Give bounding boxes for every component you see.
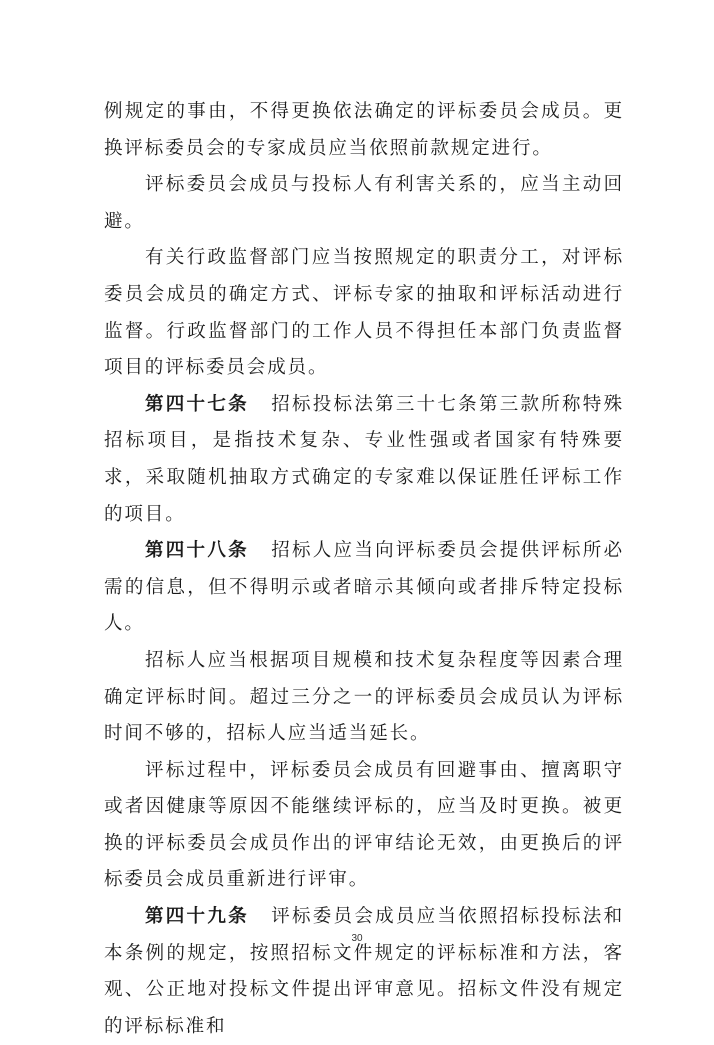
paragraph-text: 评标委员会成员与投标人有利害关系的，应当主动回避。 <box>104 174 624 232</box>
page-number: 30 <box>351 933 363 944</box>
paragraph-text: 例规定的事由，不得更换依法确定的评标委员会成员。更换评标委员会的专家成员应当依照前款规定进行。 <box>104 101 624 159</box>
paragraph-2 <box>104 167 624 240</box>
paragraph-text: 招标投标法第三十七条第三款所称特殊招标项目，是指技术复杂、专业性强或者国家有特殊要求，采取随机抽取方式确定的专家难以保证胜任评标工作的项目。 <box>104 393 624 525</box>
paragraph-6 <box>104 643 624 753</box>
paragraph-text: 招标人应当根据项目规模和技术复杂程度等因素合理确定评标时间。超过三分之一的评标委员会成员认为评标时间不够的，招标人应当适当延长。 <box>104 649 624 745</box>
article-heading: 第四十九条 <box>145 906 249 928</box>
paragraph-text: 有关行政监督部门应当按照规定的职责分工，对评标委员会成员的确定方式、评标专家的抽取和评标活动进行监督。行政监督部门的工作人员不得担任本部门负责监督项目的评标委员会成员。 <box>104 247 624 379</box>
paragraph-text: 评标委员会成员应当依照招标投标法和本条例的规定，按照招标文件规定的评标标准和方法，客观、公正地对投标文件提出评审意见。招标文件没有规定的评标标准和 <box>104 906 624 1037</box>
article-49-paragraph <box>104 899 624 1045</box>
paragraph-3 <box>104 240 624 386</box>
paragraph-1 <box>104 94 624 167</box>
article-heading: 第四十七条 <box>145 393 249 415</box>
paragraph-text: 招标人应当向评标委员会提供评标所必需的信息，但不得明示或者暗示其倾向或者排斥特定投标人。 <box>104 540 624 635</box>
paragraph-7 <box>104 753 624 899</box>
article-48-paragraph <box>104 533 624 643</box>
paragraph-text: 评标过程中，评标委员会成员有回避事由、擅离职守或者因健康等原因不能继续评标的，应当及时更换。被更换的评标委员会成员作出的评审结论无效，由更换后的评标委员会成员重新进行评审。 <box>104 759 624 891</box>
document-page <box>104 94 624 1045</box>
article-47-paragraph <box>104 387 624 533</box>
article-heading: 第四十八条 <box>145 540 249 562</box>
